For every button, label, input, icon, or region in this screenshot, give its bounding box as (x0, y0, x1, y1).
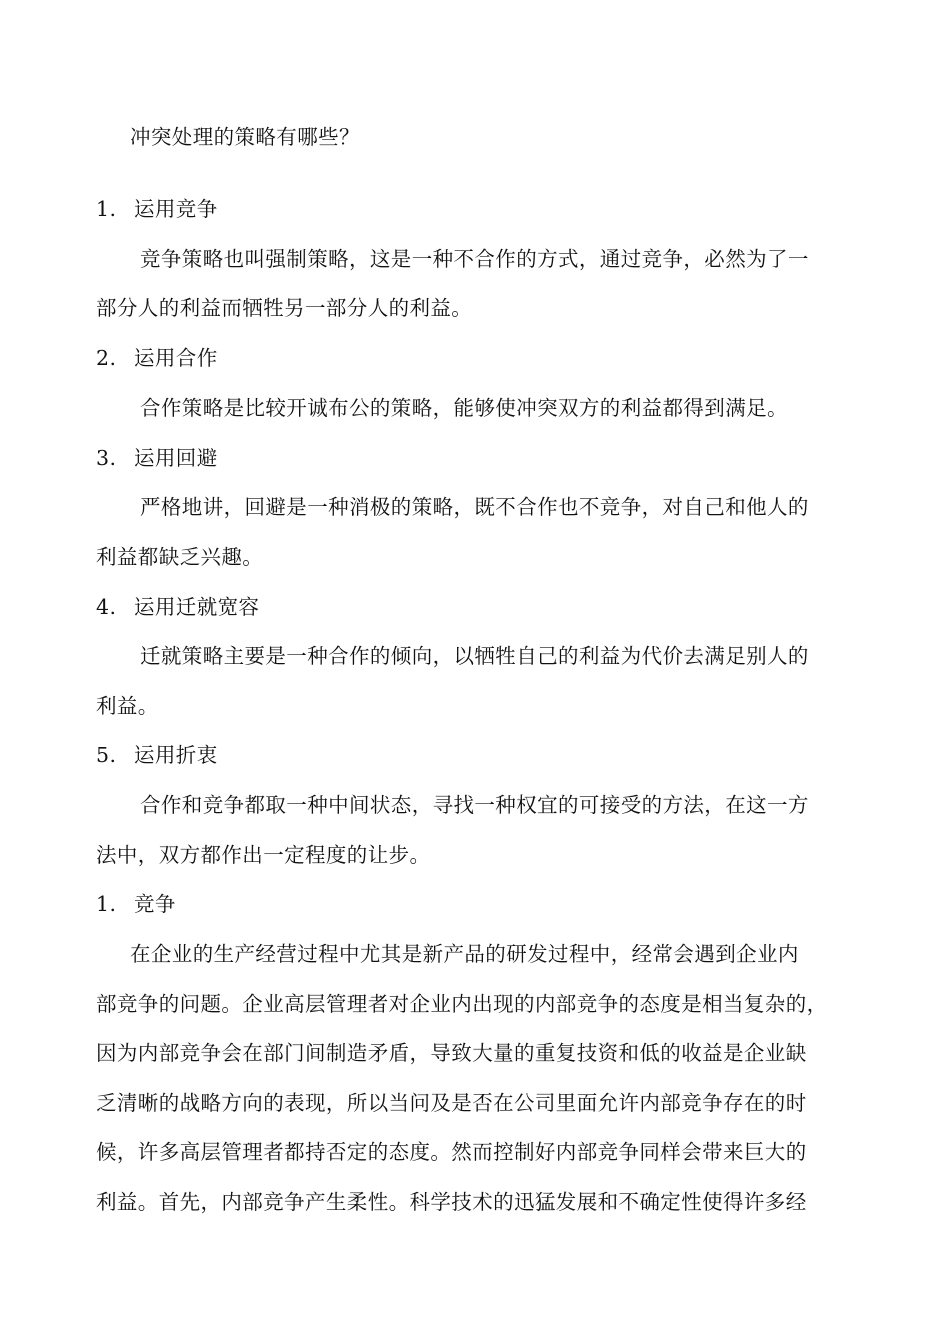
section-heading (96, 195, 218, 223)
paragraph-line: 利益。 (96, 694, 159, 718)
paragraph-line: 利益。首先，内部竞争产生柔性。科学技术的迅猛发展和不确定性使得许多经 (96, 1190, 807, 1214)
paragraph-line: 候，许多高层管理者都持否定的态度。然而控制好内部竞争同样会带来巨大的 (96, 1140, 807, 1164)
paragraph-line: 法中，双方都作出一定程度的让步。 (96, 843, 431, 867)
paragraph-line: 合作和竞争都取一种中间状态，寻找一种权宜的可接受的方法，在这一方 (140, 793, 809, 817)
paragraph-line: 部分人的利益而牺牲另一部分人的利益。 (96, 296, 473, 320)
paragraph-line: 乏清晰的战略方向的表现，所以当问及是否在公司里面允许内部竞争存在的时 (96, 1091, 807, 1115)
section-number: 1. (96, 892, 117, 916)
section-heading (96, 741, 218, 769)
paragraph-line: 迁就策略主要是一种合作的倾向，以牺牲自己的利益为代价去满足别人的 (140, 644, 809, 668)
section-heading (96, 344, 218, 372)
section-heading-text: 运用合作 (134, 346, 218, 370)
paragraph-line: 利益都缺乏兴趣。 (96, 545, 264, 569)
paragraph-line: 因为内部竞争会在部门间制造矛盾，导致大量的重复技资和低的收益是企业缺 (96, 1041, 807, 1065)
section-number: 4. (96, 595, 117, 619)
page-title: 冲突处理的策略有哪些？ (130, 125, 360, 149)
paragraph-line: 在企业的生产经营过程中尤其是新产品的研发过程中，经常会遇到企业内 (130, 942, 799, 966)
section-number: 2. (96, 346, 117, 370)
section-heading (96, 890, 176, 918)
section-heading-text: 运用迁就宽容 (134, 595, 260, 619)
paragraph-line: 合作策略是比较开诚布公的策略，能够使冲突双方的利益都得到满足。 (140, 396, 788, 420)
section-number: 1. (96, 197, 117, 221)
paragraph-line: 严格地讲，回避是一种消极的策略，既不合作也不竞争，对自己和他人的 (140, 495, 809, 519)
section-number: 5. (96, 743, 117, 767)
section-heading-text: 运用回避 (134, 446, 218, 470)
section-heading (96, 444, 218, 472)
section-heading (96, 593, 259, 621)
paragraph-line: 竞争策略也叫强制策略，这是一种不合作的方式，通过竞争，必然为了一 (140, 247, 809, 271)
section-heading-text: 运用折衷 (134, 743, 218, 767)
section-heading-text: 竞争 (134, 892, 176, 916)
section-number: 3. (96, 446, 117, 470)
section-heading-text: 运用竞争 (134, 197, 218, 221)
paragraph-line: 部竞争的问题。企业高层管理者对企业内出现的内部竞争的态度是相当复杂的， (96, 992, 828, 1016)
